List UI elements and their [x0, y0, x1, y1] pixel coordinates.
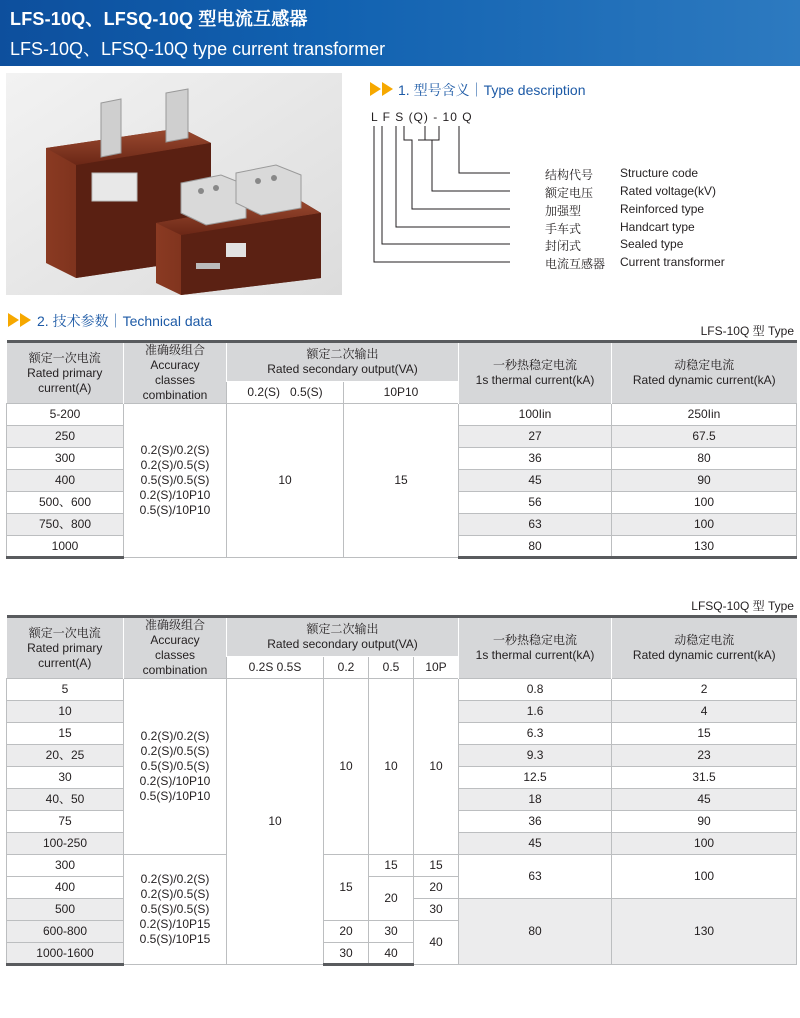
- table2-caption: LFSQ-10Q 型 Type: [691, 599, 794, 613]
- legend-en-5: Sealed type: [620, 237, 684, 251]
- legend-zh-6: 电流互感器: [545, 257, 606, 271]
- output-02-cell: 30: [324, 943, 369, 965]
- legend-zh-3: 加强型: [545, 204, 582, 218]
- subcol-10p10: 10P10: [344, 382, 459, 404]
- accuracy-item: 0.2(S)/0.2(S): [140, 729, 210, 743]
- col-thermal-current: [459, 617, 612, 679]
- accuracy-cell: [124, 679, 227, 855]
- subcol-02s-05s: 0.2(S) 0.5(S): [227, 382, 344, 404]
- header-text: 准确级组合: [144, 343, 205, 357]
- header-text: Rated secondary output(VA): [267, 362, 418, 376]
- output-02s-05s-cell: 10: [227, 679, 324, 965]
- table-row: [7, 855, 797, 877]
- dynamic-cell: 23: [612, 745, 797, 767]
- accuracy-item: 0.2(S)/0.2(S): [140, 443, 210, 457]
- header-text: combination: [142, 388, 208, 402]
- double-arrow-icon: [370, 82, 400, 96]
- col-primary-current: [7, 617, 124, 679]
- thermal-cell: 9.3: [459, 745, 612, 767]
- primary-cell: 500: [7, 899, 124, 921]
- accuracy-item: 0.2(S)/10P10: [139, 488, 211, 502]
- primary-cell: 30: [7, 767, 124, 789]
- thermal-cell: 100Iin: [459, 404, 612, 426]
- primary-cell: 15: [7, 723, 124, 745]
- output-05-cell: 15: [369, 855, 414, 877]
- primary-cell: 10: [7, 701, 124, 723]
- thermal-cell: 45: [459, 833, 612, 855]
- header-text: 额定二次输出: [306, 347, 379, 361]
- accuracy-item: 0.5(S)/0.5(S): [140, 473, 210, 487]
- thermal-cell: 63: [459, 855, 612, 899]
- header-text: current(A): [38, 655, 92, 670]
- dynamic-cell: 250Iin: [612, 404, 797, 426]
- output-02-cell: 10: [324, 679, 369, 855]
- col-thermal-current: [459, 342, 612, 404]
- subcol-02: 0.2: [324, 657, 369, 679]
- subcol-10p: 10P: [414, 657, 459, 679]
- dynamic-cell: 2: [612, 679, 797, 701]
- dynamic-cell: 100: [612, 492, 797, 514]
- legend-en-6: Current transformer: [620, 255, 725, 269]
- lfsq-10q-spec-table: [6, 615, 797, 966]
- output-10p-cell: 10: [414, 679, 459, 855]
- output-02-cell: 20: [324, 921, 369, 943]
- output-05-cell: 30: [369, 921, 414, 943]
- thermal-cell: 80: [459, 899, 612, 965]
- header-text: Accuracy: [150, 358, 200, 372]
- accuracy-item: 0.2(S)/10P10: [139, 774, 211, 788]
- primary-cell: 500、600: [7, 492, 124, 514]
- dynamic-cell: 15: [612, 723, 797, 745]
- output-02-cell: 15: [324, 855, 369, 921]
- subcol-05: 0.5: [369, 657, 414, 679]
- header-text: current(A): [38, 380, 92, 395]
- header-text: classes: [154, 648, 195, 662]
- primary-cell: 5: [7, 679, 124, 701]
- accuracy-item: 0.5(S)/0.5(S): [140, 759, 210, 773]
- primary-cell: 40、50: [7, 789, 124, 811]
- thermal-cell: 1.6: [459, 701, 612, 723]
- dynamic-cell: 90: [612, 811, 797, 833]
- header-text: 一秒热稳定电流: [493, 633, 578, 647]
- title-en: LFS-10Q、LFSQ-10Q type current transformer: [10, 39, 386, 59]
- col-primary-current: [7, 342, 124, 404]
- dynamic-cell: 67.5: [612, 426, 797, 448]
- primary-cell: 1000: [7, 536, 124, 558]
- output-05-cell: 20: [369, 877, 414, 921]
- accuracy-item: 0.5(S)/0.5(S): [140, 902, 210, 916]
- thermal-cell: 18: [459, 789, 612, 811]
- double-arrow-icon: [8, 313, 38, 327]
- accuracy-item: 0.5(S)/10P10: [139, 503, 211, 517]
- lfs-10q-spec-table: [6, 340, 797, 559]
- primary-cell: 400: [7, 877, 124, 899]
- table-row: [7, 404, 797, 426]
- legend-zh-5: 封闭式: [545, 239, 582, 253]
- legend-en-1: Structure code: [620, 166, 699, 180]
- thermal-cell: 36: [459, 811, 612, 833]
- primary-cell: 750、800: [7, 514, 124, 536]
- accuracy-cell: [124, 855, 227, 965]
- thermal-cell: 80: [459, 536, 612, 558]
- col-dynamic-current: [612, 617, 797, 679]
- header-text: 准确级组合: [144, 618, 205, 632]
- legend-en-3: Reinforced type: [620, 202, 705, 216]
- output-10p-cell: 30: [414, 899, 459, 921]
- subcol-02s-05s: 0.2S 0.5S: [227, 657, 324, 679]
- primary-cell: 600-800: [7, 921, 124, 943]
- header-text: Rated dynamic current(kA): [632, 648, 776, 662]
- col-dynamic-current: [612, 342, 797, 404]
- output-02s-05s-cell: 10: [227, 404, 344, 558]
- thermal-cell: 36: [459, 448, 612, 470]
- dynamic-cell: 90: [612, 470, 797, 492]
- type-code-bracket-lines: [360, 124, 510, 274]
- primary-cell: 300: [7, 855, 124, 877]
- output-05-cell: 40: [369, 943, 414, 965]
- primary-cell: 75: [7, 811, 124, 833]
- dynamic-cell: 4: [612, 701, 797, 723]
- primary-cell: 300: [7, 448, 124, 470]
- output-10p-cell: 40: [414, 921, 459, 965]
- header-text: classes: [154, 373, 195, 387]
- header-text: 1s thermal current(kA): [475, 648, 595, 662]
- legend-zh-1: 结构代号: [545, 168, 594, 182]
- accuracy-item: 0.2(S)/0.5(S): [140, 744, 210, 758]
- header-text: combination: [142, 663, 208, 677]
- primary-cell: 1000-1600: [7, 943, 124, 965]
- header-text: 额定一次电流: [28, 625, 101, 640]
- primary-cell: 20、25: [7, 745, 124, 767]
- accuracy-item: 0.2(S)/0.5(S): [140, 458, 210, 472]
- header-text: Rated dynamic current(kA): [632, 373, 776, 387]
- output-10p10-cell: 15: [344, 404, 459, 558]
- header-text: 额定二次输出: [306, 622, 379, 636]
- dynamic-cell: 100: [612, 514, 797, 536]
- primary-cell: 5-200: [7, 404, 124, 426]
- accuracy-cell: [124, 404, 227, 558]
- col-secondary-output: [227, 617, 459, 657]
- thermal-cell: 63: [459, 514, 612, 536]
- primary-cell: 250: [7, 426, 124, 448]
- header-text: Rated primary: [27, 365, 103, 380]
- title-banner: [0, 0, 800, 66]
- accuracy-item: 0.2(S)/0.2(S): [140, 872, 210, 886]
- dynamic-cell: 130: [612, 536, 797, 558]
- col-accuracy: [124, 342, 227, 404]
- header-text: Accuracy: [150, 633, 200, 647]
- accuracy-item: 0.2(S)/10P15: [139, 917, 211, 931]
- legend-zh-2: 额定电压: [545, 186, 594, 200]
- thermal-cell: 0.8: [459, 679, 612, 701]
- thermal-cell: 45: [459, 470, 612, 492]
- output-10p-cell: 15: [414, 855, 459, 877]
- dynamic-cell: 130: [612, 899, 797, 965]
- header-text: Rated secondary output(VA): [267, 637, 418, 651]
- thermal-cell: 56: [459, 492, 612, 514]
- dynamic-cell: 45: [612, 789, 797, 811]
- section1-title: 1. 型号含义｜Type description: [398, 82, 586, 98]
- thermal-cell: 12.5: [459, 767, 612, 789]
- section2-title: 2. 技术参数｜Technical data: [37, 313, 213, 329]
- accuracy-item: 0.2(S)/0.5(S): [140, 887, 210, 901]
- legend-en-4: Handcart type: [620, 220, 695, 234]
- header-text: 一秒热稳定电流: [492, 358, 577, 372]
- table1-caption: LFS-10Q 型 Type: [700, 324, 794, 338]
- dynamic-cell: 80: [612, 448, 797, 470]
- col-accuracy: [124, 617, 227, 679]
- output-05-cell: 10: [369, 679, 414, 855]
- dynamic-cell: 100: [612, 855, 797, 899]
- col-secondary-output: [227, 342, 459, 382]
- product-photo: [6, 73, 342, 295]
- output-10p-cell: 20: [414, 877, 459, 899]
- title-zh: LFS-10Q、LFSQ-10Q 型电流互感器: [10, 9, 308, 29]
- table-row: [7, 679, 797, 701]
- thermal-cell: 6.3: [459, 723, 612, 745]
- legend-zh-4: 手车式: [545, 222, 582, 236]
- thermal-cell: 27: [459, 426, 612, 448]
- header-text: 1s thermal current(kA): [475, 373, 595, 387]
- dynamic-cell: 100: [612, 833, 797, 855]
- primary-cell: 400: [7, 470, 124, 492]
- dynamic-cell: 31.5: [612, 767, 797, 789]
- header-text: 额定一次电流: [28, 350, 101, 365]
- legend-en-2: Rated voltage(kV): [620, 184, 717, 198]
- primary-cell: 100-250: [7, 833, 124, 855]
- type-code: L F S (Q) - 10 Q: [371, 110, 473, 124]
- accuracy-item: 0.5(S)/10P15: [139, 932, 211, 946]
- header-text: 动稳定电流: [674, 633, 735, 647]
- accuracy-item: 0.5(S)/10P10: [139, 789, 211, 803]
- header-text: Rated primary: [27, 640, 103, 655]
- header-text: 动稳定电流: [674, 358, 735, 372]
